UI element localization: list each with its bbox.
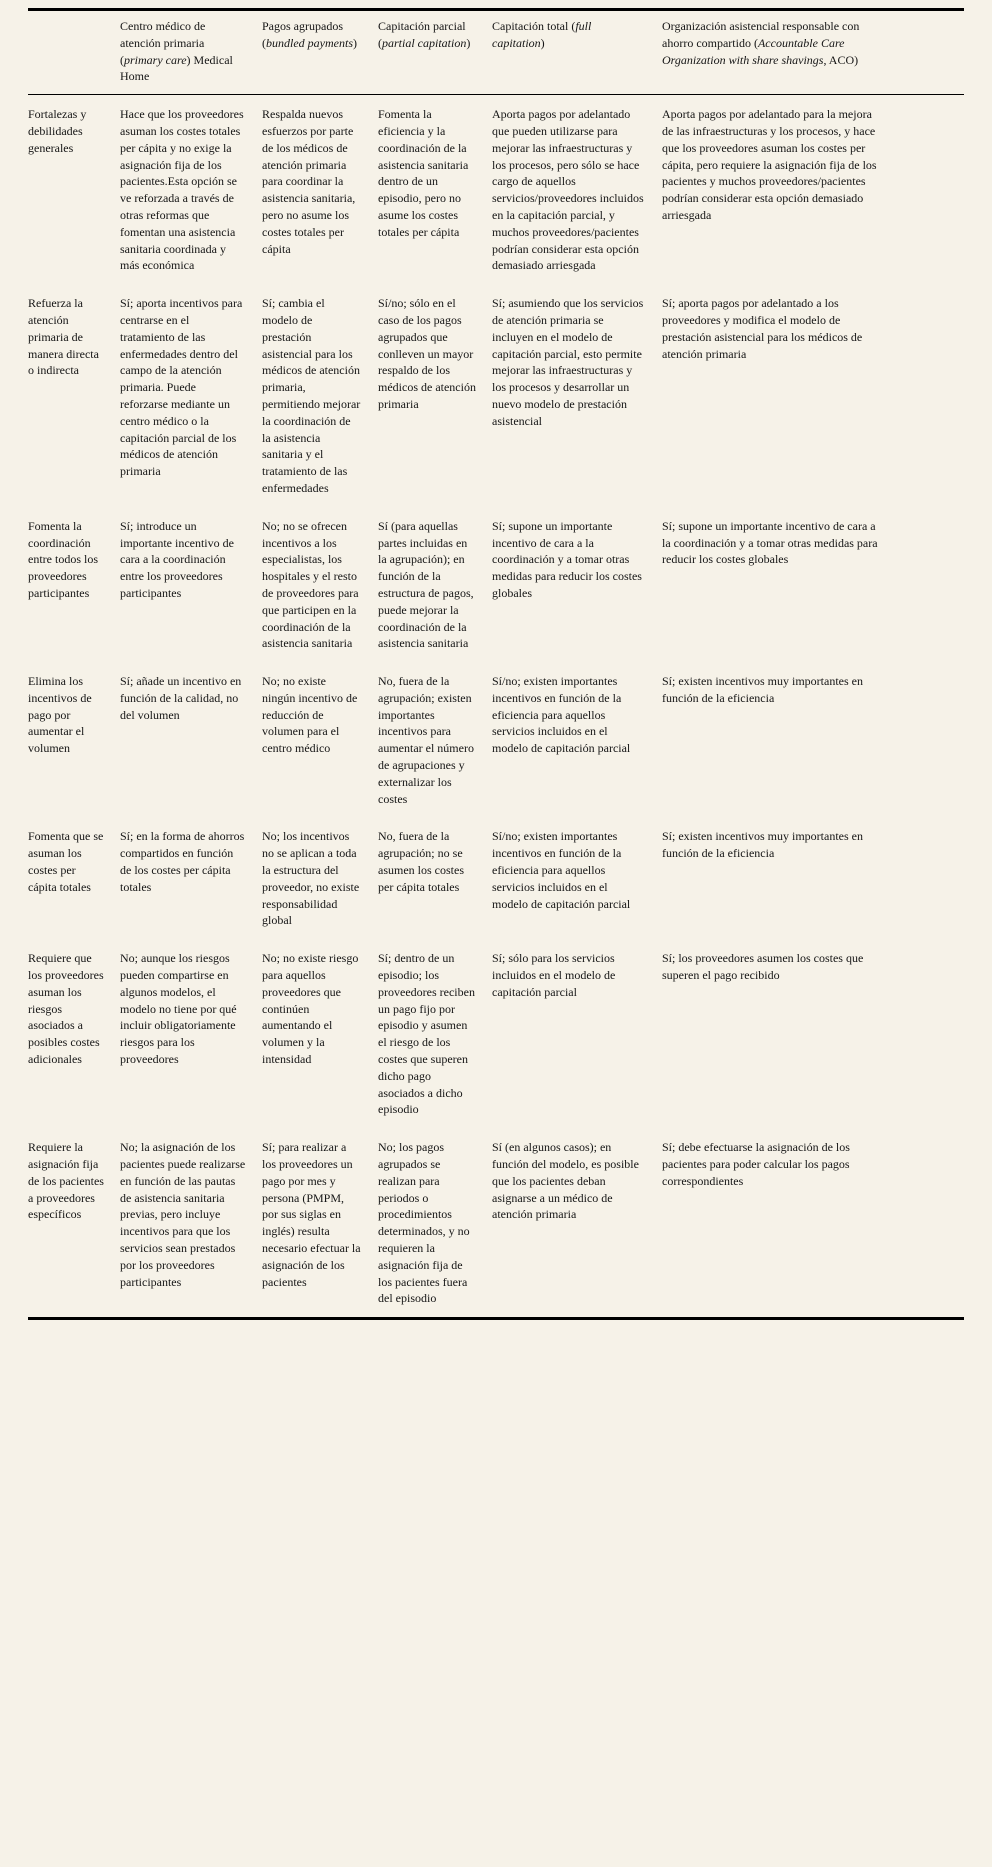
table-cell: Respalda nuevos esfuerzos por parte de los médicos de atención primaria para coordinar la asistencia sanitaria, pero no asume los costes totales per cápita: [262, 107, 356, 256]
column-header-full-capitation: [492, 10, 662, 95]
table-cell: Aporta pagos por adelantado que pueden utilizarse para mejorar las infraestructuras y los procesos, pero sólo se hace cargo de aquellos servicios/proveedores incluidos en la capitación parcial, y muchos proveedores/pacientes podrían considerar esta opción demasiado arriesgada: [492, 107, 644, 273]
header-text-italic: Accountable Care Organization with share shavings: [662, 35, 845, 67]
header-text: Capitación total (: [492, 19, 576, 33]
header-text: ): [466, 35, 471, 50]
header-text: ) Medical Home: [120, 52, 233, 84]
table-cell: Sí; supone un importante incentivo de cara a la coordinación y a tomar otras medidas para reducir los costes globales: [492, 518, 642, 600]
table-cell: No, fuera de la agrupación; existen importantes incentivos para aumentar el número de agrupaciones y externalizar los costes: [378, 674, 474, 806]
table-cell: No; no existe ningún incentivo de reducción de volumen para el centro médico: [262, 674, 358, 756]
table-row: [28, 662, 964, 817]
table-cell: Sí; los proveedores asumen los costes que superen el pago recibido: [662, 951, 864, 983]
row-label: Fortalezas y debilidades generales: [28, 107, 87, 155]
header-text: Capitación parcial (: [378, 19, 466, 50]
table-cell: Sí; supone un importante incentivo de cara a la coordinación y a tomar otras medidas para reducir los costes globales: [662, 518, 878, 567]
table-cell: Sí; existen incentivos muy importantes en función de la eficiencia: [662, 674, 863, 705]
payment-models-comparison-table: [28, 8, 964, 1320]
header-text-italic: partial capitation: [382, 35, 467, 50]
header-text-italic: full capitation: [492, 19, 592, 50]
table-row: [28, 817, 964, 939]
header-text: , ACO): [823, 52, 859, 67]
table-cell: Sí; aporta incentivos para centrarse en el tratamiento de las enfermedades dentro del campo de la atención primaria. Puede reforzarse mediante un centro médico o la capitación parcial de los médicos de atención primaria: [120, 296, 243, 479]
table-cell: Sí; sólo para los servicios incluidos en el modelo de capitación parcial: [492, 951, 616, 999]
table-cell: No; los incentivos no se aplican a toda la estructura del proveedor, no existe responsabilidad global: [262, 829, 360, 928]
table-cell: Sí; cambia el modelo de prestación asistencial para los médicos de atención primaria, permitiendo mejorar la coordinación de la asistencia sanitaria y el tratamiento de las enfermedades: [262, 296, 361, 495]
table-cell: Sí (en algunos casos); en función del modelo, es posible que los pacientes deban asignarse a un médico de atención primaria: [492, 1140, 639, 1222]
row-label: Fomenta la coordinación entre todos los proveedores participantes: [28, 518, 98, 600]
row-label: Fomenta que se asuman los costes per cápita totales: [28, 829, 104, 894]
table-row: [28, 284, 964, 507]
row-label: Requiere que los proveedores asuman los riesgos asociados a posibles costes adicionales: [28, 951, 104, 1067]
corner-cell: [28, 10, 120, 95]
table-cell: Sí; aporta pagos por adelantado a los proveedores y modifica el modelo de prestación asistencial para los médicos de atención primaria: [662, 296, 863, 361]
header-text: Centro médico de atención primaria (: [120, 19, 206, 67]
header-row: [28, 10, 964, 95]
table-cell: Sí; existen incentivos muy importantes en función de la eficiencia: [662, 829, 863, 861]
header-text-italic: bundled payments: [266, 35, 353, 50]
header-text: Pagos agrupados (: [262, 19, 343, 50]
table-row: [28, 507, 964, 662]
table-cell: Aporta pagos por adelantado para la mejora de las infraestructuras y los procesos, y hace que los proveedores asuman los costes per cápita, pero requiere la asignación fija de los pacientes y muchos proveedores/pacientes podrían considerar esta opción demasiado arriesgada: [662, 107, 877, 222]
column-header-bundled-payments: [262, 10, 378, 95]
table-cell: Sí; en la forma de ahorros compartidos en función de los costes per cápita totales: [120, 829, 245, 894]
table-cell: Sí; dentro de un episodio; los proveedores reciben un pago fijo por episodio y asumen el riesgo de los costes que superen dicho pago asociados a dicho episodio: [378, 951, 475, 1117]
header-text: ): [352, 35, 357, 50]
table-cell: Sí; debe efectuarse la asignación de los pacientes para poder calcular los pagos correspondientes: [662, 1140, 850, 1188]
table-cell: Sí; para realizar a los proveedores un pago por mes y persona (PMPM, por sus siglas en inglés) resulta necesario efectuar la asignación de los pacientes: [262, 1140, 361, 1289]
table-row: [28, 95, 964, 284]
table-row: [28, 1128, 964, 1318]
table-row: [28, 939, 964, 1128]
table-cell: No; la asignación de los pacientes puede realizarse en función de las pautas de asistencia sanitaria previas, pero incluye incentivos para que los servicios sean prestados por los proveedores participantes: [120, 1140, 246, 1289]
table-cell: No; los pagos agrupados se realizan para periodos o procedimientos determinados, y no requieren la asignación fija de los pacientes fuera del episodio: [378, 1140, 470, 1306]
table-cell: Hace que los proveedores asuman los costes totales per cápita y no exige la asignación fija de los pacientes.Esta opción se ve reforzada a través de otras reformas que fomentan una asistencia sanitaria coordinada y más económica: [120, 107, 244, 273]
column-header-partial-capitation: [378, 10, 492, 95]
table-cell: Sí/no; sólo en el caso de los pagos agrupados que conlleven un mayor respaldo de los médicos de atención primaria: [378, 296, 476, 411]
table-cell: Sí; asumiendo que los servicios de atención primaria se incluyen en el modelo de capitación parcial, esto permite mejorar las infraestructuras y los procesos y desarrollar un nuevo modelo de prestación asistencial: [492, 296, 644, 428]
table-cell: Fomenta la eficiencia y la coordinación de la asistencia sanitaria dentro de un episodio, pero no asume los costes totales per cápita: [378, 107, 469, 239]
table-cell: No; no existe riesgo para aquellos proveedores que continúen aumentando el volumen y la intensidad: [262, 951, 359, 1067]
header-text: Organización asistencial responsable con ahorro compartido (: [662, 19, 860, 50]
header-text: ): [540, 35, 545, 50]
column-header-aco: [662, 10, 964, 95]
row-label: Requiere la asignación fija de los pacientes a proveedores específicos: [28, 1140, 104, 1222]
table-cell: Sí/no; existen importantes incentivos en función de la eficiencia para aquellos servicios incluidos en el modelo de capitación parcial: [492, 674, 631, 756]
table-cell: No; no se ofrecen incentivos a los especialistas, los hospitales y el resto de proveedores para que participen en la coordinación de la asistencia sanitaria: [262, 518, 359, 651]
column-header-medical-home: [120, 10, 262, 95]
table-cell: No; aunque los riesgos pueden compartirse en algunos modelos, el modelo no tiene por qué incluir obligatoriamente riesgos para los proveedores: [120, 951, 237, 1067]
table-cell: Sí; introduce un importante incentivo de cara a la coordinación entre los proveedores participantes: [120, 518, 234, 600]
table-cell: Sí/no; existen importantes incentivos en función de la eficiencia para aquellos servicios incluidos en el modelo de capitación parcial: [492, 829, 631, 911]
row-label: Elimina los incentivos de pago por aumentar el volumen: [28, 674, 92, 756]
row-label: Refuerza la atención primaria de manera directa o indirecta: [28, 296, 99, 378]
table-cell: Sí; añade un incentivo en función de la calidad, no del volumen: [120, 674, 242, 722]
header-text-italic: primary care: [124, 52, 187, 67]
table-cell: No, fuera de la agrupación; no se asumen los costes per cápita totales: [378, 829, 464, 894]
table-cell: Sí (para aquellas partes incluidas en la agrupación); en función de la estructura de pagos, puede mejorar la coordinación de la asistencia sanitaria: [378, 518, 474, 651]
